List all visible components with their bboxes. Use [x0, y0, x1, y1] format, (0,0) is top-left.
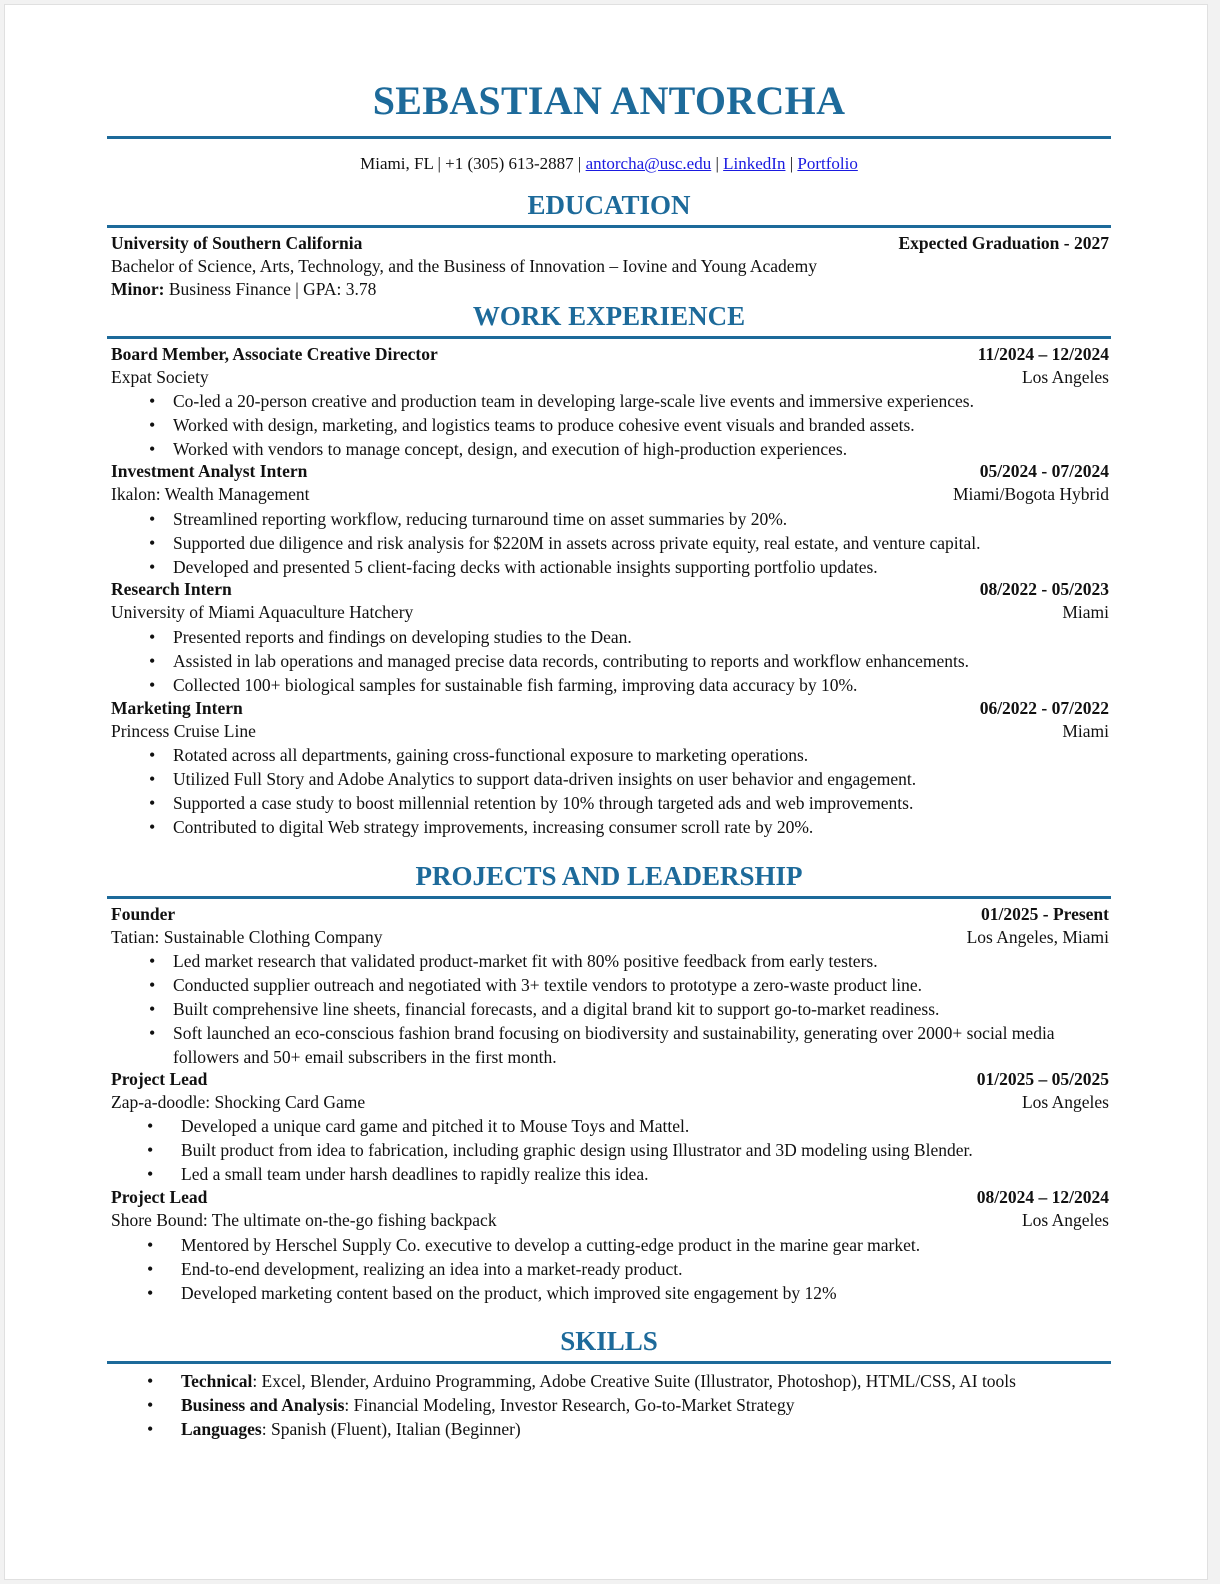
linkedin-link[interactable]: LinkedIn — [723, 154, 786, 173]
school-name: University of Southern California — [111, 233, 363, 253]
job-org-row — [111, 720, 1109, 742]
graduation-date: Expected Graduation - 2027 — [898, 233, 1109, 253]
list-item: • Mentored by Herschel Supply Co. executive to develop a cutting-edge product in the marine gear market. — [147, 1233, 1117, 1257]
list-item: • Contributed to digital Web strategy improvements, increasing consumer scroll rate by 20%. — [147, 815, 1117, 839]
list-item: • Built product from idea to fabrication, including graphic design using Illustrator and 3D modeling using Blender. — [147, 1138, 1117, 1162]
project-location: Los Angeles, Miami — [966, 927, 1109, 947]
header-divider — [107, 136, 1111, 139]
list-item: • Presented reports and findings on developing studies to the Dean. — [147, 625, 1117, 649]
job-role: Investment Analyst Intern — [111, 461, 308, 481]
resume-page — [4, 4, 1208, 1580]
list-item — [147, 1417, 1117, 1441]
work-heading: WORK EXPERIENCE — [472, 301, 746, 331]
job-bullets — [147, 625, 1117, 697]
projects-divider — [107, 896, 1111, 899]
list-item: • Supported due diligence and risk analysis for $220M in assets across private equity, real estate, and venture capital. — [147, 531, 1117, 555]
list-item: • Conducted supplier outreach and negotiated with 3+ textile vendors to prototype a zero-waste product line. — [147, 973, 1117, 997]
job-org-row — [111, 601, 1109, 623]
minor-label: Minor: — [111, 279, 165, 299]
job-dates: 06/2022 - 07/2022 — [979, 698, 1109, 718]
job-org-row — [111, 366, 1109, 388]
skills-divider — [107, 1361, 1111, 1364]
job-org: Ikalon: Wealth Management — [111, 484, 310, 504]
list-item: • Collected 100+ biological samples for sustainable fish farming, improving data accuracy by 10%. — [147, 673, 1117, 697]
project-org: Zap-a-doodle: Shocking Card Game — [111, 1092, 366, 1112]
list-item: • Worked with design, marketing, and logistics teams to produce cohesive event visuals and branded assets. — [147, 413, 1117, 437]
list-item: • Supported a case study to boost millennial retention by 10% through targeted ads and web improvements. — [147, 791, 1117, 815]
job-location: Los Angeles — [1021, 367, 1109, 387]
project-dates: 01/2025 - Present — [981, 904, 1109, 924]
job-title-row — [111, 697, 1109, 719]
list-item — [147, 1369, 1117, 1393]
list-item: • End-to-end development, realizing an idea into a market-ready product. — [147, 1257, 1117, 1281]
contact-separator: | — [715, 154, 719, 173]
project-bullets — [147, 1114, 1117, 1186]
job-role: Marketing Intern — [111, 698, 243, 718]
contact-separator: | — [789, 154, 794, 173]
project-location: Los Angeles — [1021, 1210, 1109, 1230]
list-item: • Led market research that validated product-market fit with 80% positive feedback from early testers. — [147, 949, 1117, 973]
skill-value: : Excel, Blender, Arduino Programming, Adobe Creative Suite (Illustrator, Photoshop), HTML/CSS, AI tools — [252, 1371, 1016, 1391]
list-item: • Soft launched an eco-conscious fashion brand focusing on biodiversity and sustainability, generating over 2000+ social media followers and 50+ email subscribers in the first month. — [147, 1021, 1117, 1069]
job-bullets — [147, 507, 1117, 579]
project-role: Project Lead — [111, 1187, 208, 1207]
skill-label: Business and Analysis — [181, 1395, 345, 1415]
job-role: Research Intern — [111, 579, 232, 599]
project-title-row — [111, 903, 1109, 925]
degree-text: Bachelor of Science, Arts, Technology, and the Business of Innovation – Iovine and Young Academy — [111, 256, 817, 276]
project-dates: 01/2025 – 05/2025 — [976, 1069, 1109, 1089]
project-dates: 08/2024 – 12/2024 — [976, 1187, 1109, 1207]
project-role: Founder — [111, 904, 176, 924]
email-link[interactable]: antorcha@usc.edu — [585, 154, 712, 173]
job-org: Expat Society — [111, 367, 209, 387]
job-location: Miami/Bogota Hybrid — [952, 484, 1109, 504]
project-bullets — [147, 949, 1117, 1069]
contact-location-phone: Miami, FL | +1 (305) 613-2887 | — [360, 154, 582, 173]
project-title-row — [111, 1186, 1109, 1208]
job-location: Miami — [1062, 602, 1109, 622]
job-dates: 05/2024 - 07/2024 — [979, 461, 1109, 481]
list-item: • Led a small team under harsh deadlines to rapidly realize this idea. — [147, 1162, 1117, 1186]
list-item: • Developed marketing content based on the product, which improved site engagement by 12% — [147, 1281, 1117, 1305]
skill-label: Technical — [181, 1371, 253, 1391]
project-org: Shore Bound: The ultimate on-the-go fishing backpack — [111, 1210, 497, 1230]
job-org: Princess Cruise Line — [111, 721, 256, 741]
skill-label: Languages — [181, 1419, 262, 1439]
project-title-row — [111, 1068, 1109, 1090]
skill-value: : Spanish (Fluent), Italian (Beginner) — [261, 1419, 521, 1439]
skills-list — [147, 1369, 1117, 1441]
list-item: • Worked with vendors to manage concept, design, and execution of high-production experiences. — [147, 437, 1117, 461]
projects-heading: PROJECTS AND LEADERSHIP — [415, 861, 803, 891]
project-org-row — [111, 1209, 1109, 1231]
list-item: • Rotated across all departments, gaining cross-functional exposure to marketing operations. — [147, 743, 1117, 767]
job-location: Miami — [1062, 721, 1109, 741]
minor-value: Business Finance | GPA: 3.78 — [164, 279, 377, 299]
project-location: Los Angeles — [1021, 1092, 1109, 1112]
education-divider — [107, 225, 1111, 228]
list-item: • Developed a unique card game and pitched it to Mouse Toys and Mattel. — [147, 1114, 1117, 1138]
work-divider — [107, 336, 1111, 339]
list-item: • Assisted in lab operations and managed precise data records, contributing to reports and workflow enhancements. — [147, 649, 1117, 673]
job-title-row — [111, 460, 1109, 482]
minor-row — [111, 278, 1109, 300]
project-bullets — [147, 1233, 1117, 1305]
candidate-name: SEBASTIAN ANTORCHA — [372, 78, 846, 123]
job-bullets — [147, 389, 1117, 461]
education-heading: EDUCATION — [527, 190, 691, 220]
job-bullets — [147, 743, 1117, 839]
project-org-row — [111, 1091, 1109, 1113]
job-dates: 08/2022 - 05/2023 — [979, 579, 1109, 599]
job-title-row — [111, 578, 1109, 600]
list-item: • Built comprehensive line sheets, financial forecasts, and a digital brand kit to support go-to-market readiness. — [147, 997, 1117, 1021]
list-item — [147, 1393, 1117, 1417]
list-item: • Developed and presented 5 client-facing decks with actionable insights supporting portfolio updates. — [147, 555, 1117, 579]
education-school-row — [111, 232, 1109, 254]
degree-row — [111, 255, 1109, 277]
list-item: • Streamlined reporting workflow, reducing turnaround time on asset summaries by 20%. — [147, 507, 1117, 531]
skill-value: : Financial Modeling, Investor Research, Go-to-Market Strategy — [344, 1395, 795, 1415]
job-dates: 11/2024 – 12/2024 — [977, 344, 1109, 364]
project-org: Tatian: Sustainable Clothing Company — [111, 927, 383, 947]
skills-heading: SKILLS — [560, 1326, 658, 1356]
portfolio-link[interactable]: Portfolio — [797, 154, 858, 173]
job-org-row — [111, 483, 1109, 505]
project-org-row — [111, 926, 1109, 948]
contact-line — [107, 153, 1111, 175]
job-org: University of Miami Aquaculture Hatchery — [111, 602, 414, 622]
job-role: Board Member, Associate Creative Director — [111, 344, 438, 364]
project-role: Project Lead — [111, 1069, 208, 1089]
job-title-row — [111, 343, 1109, 365]
list-item: • Co-led a 20-person creative and production team in developing large-scale live events and immersive experiences. — [147, 389, 1117, 413]
list-item: • Utilized Full Story and Adobe Analytics to support data-driven insights on user behavior and engagement. — [147, 767, 1117, 791]
